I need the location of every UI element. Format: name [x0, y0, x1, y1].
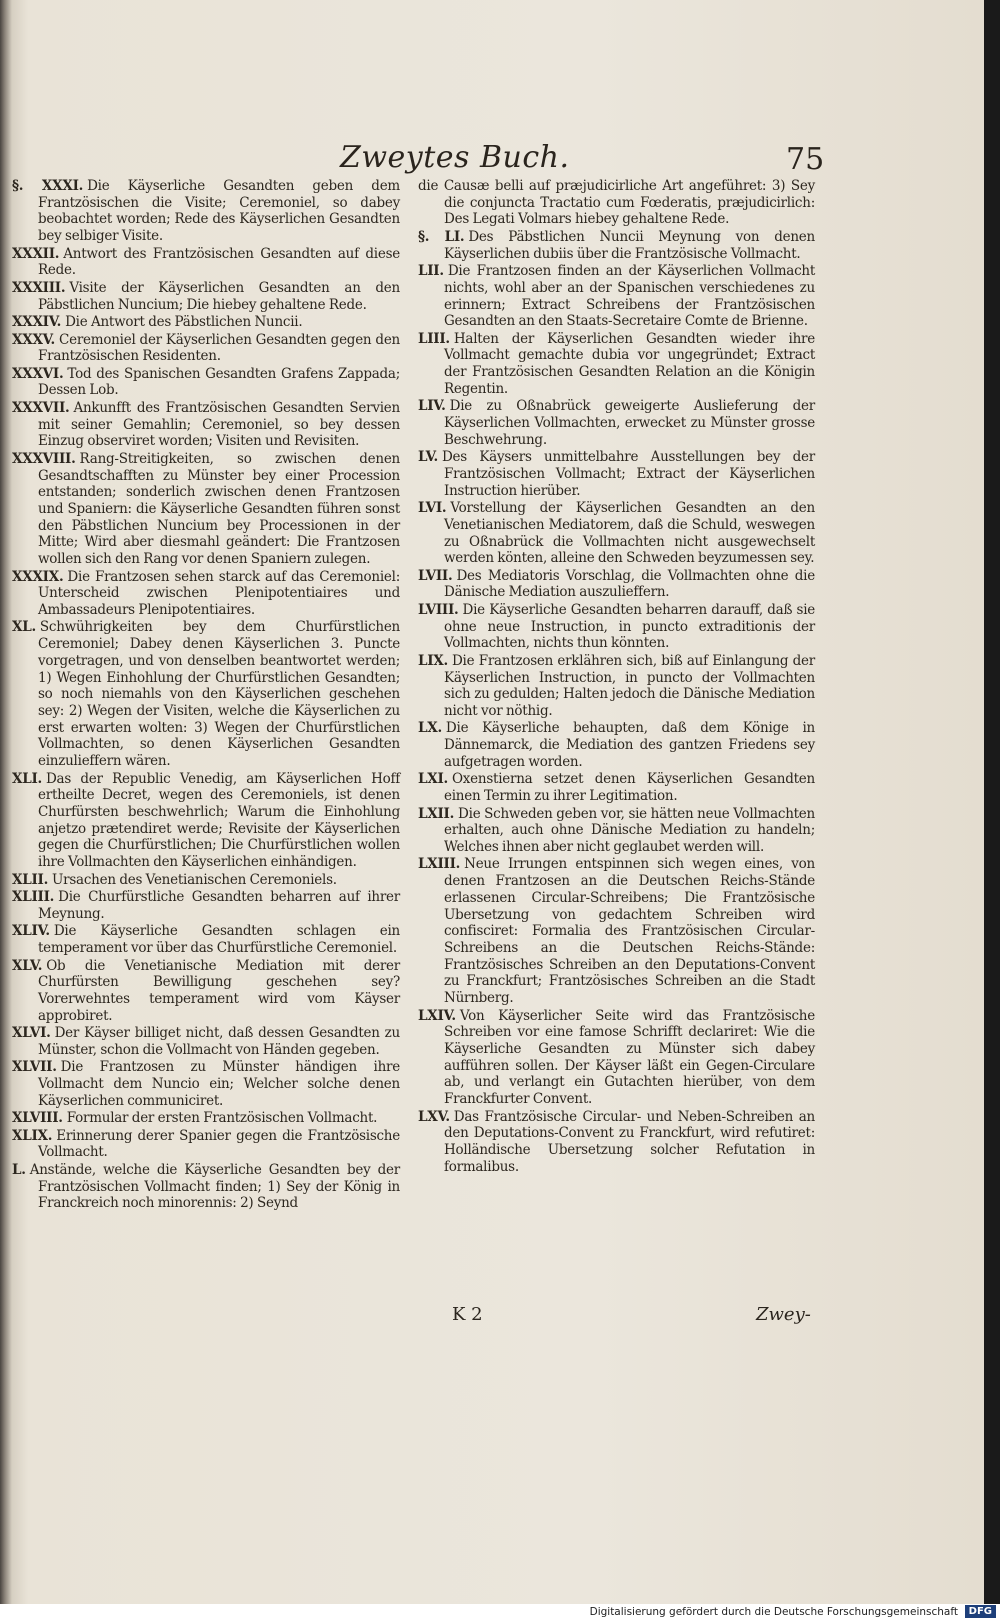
- summary-entry: [418, 331, 815, 398]
- entry-text: Oxenstierna setzet denen Käyserlichen Gesandten einen Termin zu ihrer Legitimation.: [444, 771, 815, 805]
- entry-text: Visite der Käyserlichen Gesandten an den Päbstlichen Nuncium; Die hiebey gehaltene Rede.: [38, 279, 400, 313]
- summary-entry: [12, 366, 400, 399]
- entry-number: XXXVI.: [12, 365, 64, 382]
- entry-number: XXXV.: [12, 331, 55, 348]
- summary-entry: [12, 872, 400, 889]
- entry-text: Halten der Käyserlichen Gesandten wieder ihre Vollmacht gemachte dubia vor ungegründet; Extract der Frantzösischen Gesandten Relation an die Königin Regentin.: [444, 330, 815, 397]
- entry-number: XLVIII.: [12, 1110, 63, 1127]
- entry-text: Ceremoniel der Käyserlichen Gesandten gegen den Frantzösischen Residenten.: [38, 331, 400, 365]
- summary-entry: [418, 449, 815, 499]
- entry-text: die Causæ belli auf præjudicirliche Art angeführet: 3) Sey die conjuncta Tractatio cum Fœderatis, præjudicirlich: Des Legati Volmars hiebey gehaltene Rede.: [418, 178, 815, 228]
- entry-text: Der Käyser billiget nicht, daß dessen Gesandten zu Münster, schon die Vollmacht von Händen gegeben.: [38, 1025, 400, 1058]
- entry-text: Tod des Spanischen Gesandten Grafens Zappada; Dessen Lob.: [38, 365, 400, 399]
- running-title: Zweytes Buch.: [340, 140, 570, 175]
- summary-entry: [12, 178, 400, 245]
- summary-entry: [12, 400, 400, 450]
- summary-entry: [418, 806, 815, 856]
- summary-entry: [418, 602, 815, 652]
- catchword: Zwey-: [756, 1304, 811, 1325]
- entry-number: §. LI.: [418, 228, 465, 245]
- entry-number: LII.: [418, 263, 444, 280]
- summary-entry: [418, 178, 815, 228]
- entry-text: Von Käyserlicher Seite wird das Frantzösische Schreiben vor eine famose Schrifft declariret: Wie die Käyserliche Gesandten zu Münster sich dabey aufführen sollen. Der Käyser läßt ein Gegen-Circulare ab, und verlangt ein Gutachten hierüber, von dem Franckfurter Convent.: [444, 1007, 815, 1108]
- summary-entry: [418, 771, 815, 804]
- entry-number: LVII.: [418, 567, 453, 584]
- entry-number: XLIII.: [12, 889, 55, 906]
- entry-number: LXV.: [418, 1108, 450, 1125]
- summary-entry: [418, 653, 815, 720]
- entry-text: Die Käyserliche behaupten, daß dem Könige in Dännemarck, die Mediation des gantzen Friedens sey aufgetragen worden.: [444, 720, 815, 770]
- entry-text: Die Frantzosen sehen starck auf das Ceremoniel: Unterscheid zwischen Plenipotentiaires und Ambassadeurs Plenipotentiaires.: [38, 568, 400, 618]
- entry-number: §. XXXI.: [12, 178, 84, 194]
- summary-entry: [12, 246, 400, 279]
- entry-text: Ankunfft des Frantzösischen Gesandten Servien mit seiner Gemahlin; Ceremoniel, so bey dessen Einzug observiret worden; Visiten und Revisiten.: [38, 399, 400, 450]
- entry-number: LIV.: [418, 398, 446, 415]
- entry-text: Anstände, welche die Käyserliche Gesandten bey der Frantzösischen Vollmacht finden; 1) Sey der König in Franckreich noch minorennis: 2) Seynd: [29, 1161, 400, 1212]
- entry-number: LX.: [418, 720, 442, 737]
- summary-entry: [12, 1110, 400, 1127]
- entry-text: Des Päbstlichen Nuncii Meynung von denen Käyserlichen dubiis über die Frantzösische Vollmacht.: [444, 228, 815, 262]
- entry-text: Die Käyserliche Gesandten schlagen ein temperament vor über das Churfürstliche Ceremoniel.: [38, 923, 400, 956]
- dfg-logo: DFG: [965, 1605, 996, 1618]
- entry-number: XXXIX.: [12, 568, 64, 585]
- entry-text: Des Käysers unmittelbahre Ausstellungen bey der Frantzösischen Vollmacht; Extract der Käyserlichen Instruction hierüber.: [441, 449, 815, 499]
- entry-number: XXXVIII.: [12, 450, 76, 467]
- entry-number: LV.: [418, 449, 438, 466]
- entry-number: XLVII.: [12, 1059, 57, 1076]
- entry-number: XXXIV.: [12, 314, 62, 331]
- entry-text: Die Frantzosen zu Münster händigen ihre Vollmacht dem Nuncio ein; Welcher solche denen Käyserlichen communiciret.: [38, 1059, 400, 1109]
- entry-text: Die zu Oßnabrück geweigerte Auslieferung der Käyserlichen Vollmachten, erwecket zu Münster grosse Beschwehrung.: [444, 398, 815, 448]
- entry-text: Vorstellung der Käyserlichen Gesandten an den Venetianischen Mediatorem, daß die Schuld, weswegen zu Oßnabrück die Vollmachten nicht ausgewechselt werden könten, alleine den Schweden beyzumessen sey.: [444, 500, 815, 567]
- entry-number: L.: [12, 1161, 26, 1178]
- entry-text: Antwort des Frantzösischen Gesandten auf diese Rede.: [38, 245, 400, 279]
- entry-text: Neue Irrungen entspinnen sich wegen eines, von denen Frantzosen an die Deutschen Reichs-Stände erlassenen Circular-Schreibens; Die Frantzösische Ubersetzung von gedachtem Schreiben wird confisciret: Formalia des Frantzösischen Circular-Schreibens an die Deutschen Reichs-Stände: Frantzösisches Schreiben an den Deputations-Convent zu Franckfurt; Frantzösisches Schreiben an die Stadt Nürnberg.: [444, 856, 815, 1007]
- signature-mark: K 2: [452, 1304, 483, 1325]
- summary-entry: [12, 451, 400, 568]
- entry-number: XXXVII.: [12, 399, 70, 416]
- entry-text: Das der Republic Venedig, am Käyserlichen Hoff ertheilte Decret, wegen des Ceremoniels, ist denen Churfürsten beschwehrlich; Warum die Einhohlung anjetzo prætendiret werde; Revisite der Käyserlichen gegen die Churfürstlichen; Die Churfürstlichen wollen ihre Vollmachten den Käyserlichen einhändigen.: [38, 770, 400, 871]
- entry-number: LVIII.: [418, 601, 459, 618]
- entry-number: XLV.: [12, 957, 43, 974]
- summary-entry: [12, 958, 400, 1025]
- entry-number: LIX.: [418, 652, 448, 669]
- summary-entry: [418, 398, 815, 448]
- entry-number: XLI.: [12, 770, 42, 787]
- entry-number: LXIII.: [418, 856, 461, 873]
- entry-text: Des Mediatoris Vorschlag, die Vollmachten ohne die Dänische Mediation auszulieffern.: [444, 567, 815, 601]
- entry-text: Das Frantzösische Circular- und Neben-Schreiben an den Deputations-Convent zu Franckfurt, wird refutiret: Holländische Ubersetzung solcher Refutation in formalibus.: [444, 1108, 815, 1175]
- entry-text: Die Frantzosen finden an der Käyserlichen Vollmacht nichts, wohl aber an der Spanischen verschiedenes zu erinnern; Extract Schreibens der Frantzösischen Gesandten an den Staats-Secretaire Comte de Brienne.: [444, 263, 815, 330]
- entry-number: XL.: [12, 619, 36, 636]
- entry-text: Schwührigkeiten bey dem Churfürstlichen Ceremoniel; Dabey denen Käyserlichen 3. Puncte vorgetragen, und von denselben beantwortet werden; 1) Wegen Einhohlung der Churfürstlichen Gesandten; so noch niemahls von den Käyserlichen geschehen sey: 2) Wegen der Visiten, welche die Käyserlichen zu erst erwarten wolten: 3) Wegen der Churfürstlichen Vollmachten, so denen Käyserlichen Gesandten einzulieffern wären.: [38, 619, 400, 770]
- summary-entry: [12, 314, 400, 331]
- summary-entry: [12, 280, 400, 313]
- page-number: 75: [786, 142, 825, 177]
- summary-entry: [12, 1025, 400, 1058]
- entry-text: Die Käyserliche Gesandten beharren darauff, daß sie ohne neue Instruction, in puncto extraditionis der Vollmachten, nichts thun könnten.: [444, 601, 815, 652]
- summary-entry: [12, 1128, 400, 1161]
- summary-entry: [418, 1109, 815, 1176]
- left-column: [12, 178, 400, 1213]
- entry-number: XXXIII.: [12, 279, 66, 296]
- entry-text: Die Schweden geben vor, sie hätten neue Vollmachten erhalten, auch ohne Dänische Mediation zu handeln; Welches ihnen aber nicht geglaubet werden will.: [444, 805, 815, 855]
- credit-text: Digitalisierung gefördert durch die Deutsche Forschungsgemeinschaft: [589, 1606, 958, 1618]
- digitization-credit-bar: [0, 1604, 1000, 1621]
- summary-entry: [418, 263, 815, 330]
- entry-text: Die Frantzosen erklähren sich, biß auf Einlangung der Käyserlichen Instruction, in puncto der Vollmachten sich zu gedulden; Halten jedoch die Dänische Mediation nicht vor nöthig.: [444, 652, 815, 719]
- summary-entry: [12, 569, 400, 619]
- entry-text: Die Churfürstliche Gesandten beharren auf ihrer Meynung.: [38, 889, 400, 922]
- entry-text: Ursachen des Venetianischen Ceremoniels.: [52, 871, 337, 888]
- entry-text: Die Antwort des Päbstlichen Nuncii.: [65, 314, 303, 331]
- summary-entry: [418, 856, 815, 1006]
- summary-entry: [418, 1008, 815, 1108]
- entry-number: XLII.: [12, 871, 49, 888]
- summary-entry: [12, 332, 400, 365]
- summary-entry: [418, 568, 815, 601]
- entry-number: XLIV.: [12, 923, 50, 940]
- entry-number: LXII.: [418, 805, 455, 822]
- summary-entry: [418, 720, 815, 770]
- entry-number: LXIV.: [418, 1007, 456, 1024]
- summary-entry: [12, 619, 400, 769]
- summary-entry: [12, 889, 400, 922]
- summary-entry: [12, 923, 400, 956]
- entry-text: Erinnerung derer Spanier gegen die Frantzösische Vollmacht.: [38, 1127, 400, 1161]
- entry-number: XXXII.: [12, 245, 60, 262]
- summary-entry: [12, 1059, 400, 1109]
- summary-entry: [418, 500, 815, 567]
- entry-number: LVI.: [418, 500, 447, 517]
- entry-text: Formular der ersten Frantzösischen Vollmacht.: [66, 1110, 378, 1127]
- entry-text: Ob die Venetianische Mediation mit derer Churfürsten Bewilligung geschehen sey? Vorerwehntes temperament wird vom Käyser approbiret.: [38, 957, 400, 1024]
- entry-number: LIII.: [418, 330, 450, 347]
- summary-entry: [418, 229, 815, 262]
- right-column: [418, 178, 815, 1176]
- entry-text: Die Käyserliche Gesandten geben dem Frantzösischen die Visite; Ceremoniel, so dabey beobachtet worden; Rede des Käyserlichen Gesandten bey selbiger Visite.: [38, 178, 400, 245]
- entry-number: XLVI.: [12, 1025, 51, 1042]
- summary-entry: [12, 771, 400, 871]
- entry-number: XLIX.: [12, 1127, 53, 1144]
- summary-entry: [12, 1162, 400, 1212]
- entry-number: LXI.: [418, 771, 448, 788]
- entry-text: Rang-Streitigkeiten, so zwischen denen Gesandtschafften zu Münster bey einer Procession entstanden; sonderlich zwischen denen Frantzosen und Spaniern: die Käyserliche Gesandten führen sonst den Päbstlichen Nuncium bey Processionen in der Mitte; Wird aber diesmahl geändert: Die Frantzosen wollen sich den Rang vor denen Spaniern zulegen.: [38, 450, 400, 568]
